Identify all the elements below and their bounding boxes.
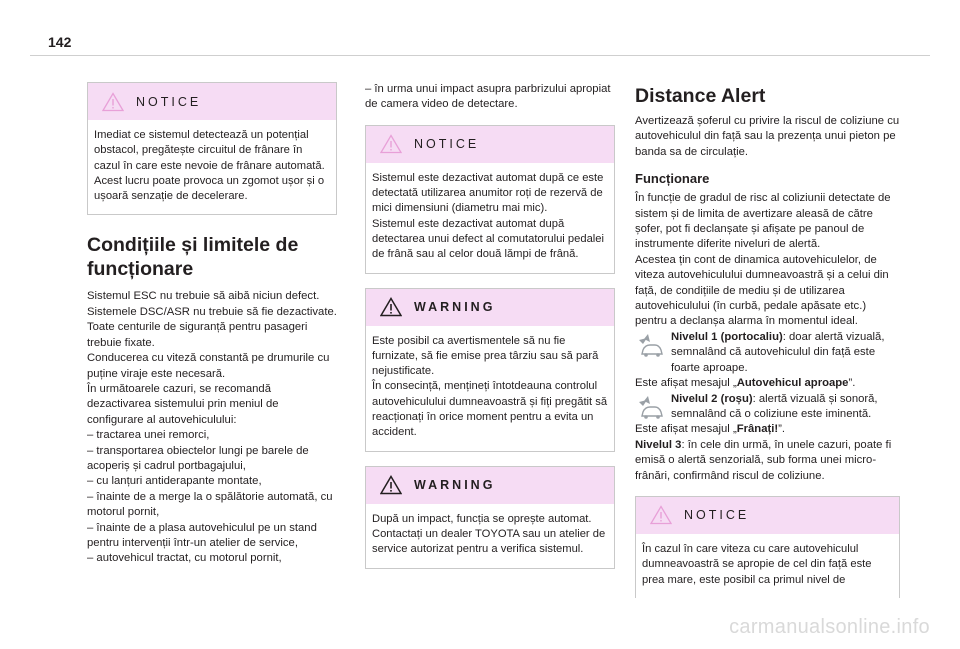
body-text: În funcție de gradul de risc al coliziunii detectate de sistem și de limita de avertizare aleasă de către șofer, pot fi declanșate și afișate pe panoul de instrumente diferite niveluri de alertă. (635, 192, 891, 251)
notice-header (88, 83, 336, 120)
notice-text: Imediat ce sistemul detectează un potențial obstacol, pregătește circuitul de frânare în cazul în care este nevoie de frânare automată. Acest lucru poate provoca un zgomot ușor și o ușoară senzație de decelerare. (94, 129, 325, 203)
notice-box (365, 125, 615, 274)
notice-body (636, 534, 899, 598)
message-bold: Autovehicul aproape (736, 377, 849, 390)
intro-text: Avertizează șoferul cu privire la riscul de coliziune cu autovehiculul din față sau la prezența unui pieton pe banda sa de circulație. (635, 115, 900, 158)
notice-triangle-icon (650, 505, 672, 525)
body-line: Conducerea cu viteză constantă pe drumurile cu puține viraje este necesară. (87, 352, 330, 380)
column-2 (365, 82, 615, 569)
level-2-text: : alertă vizuală și sonoră, semnalând că o coliziune este iminentă. (671, 392, 878, 420)
warning-title: WARNING (414, 300, 496, 315)
watermark: carmanualsonline.info (729, 616, 930, 638)
level-3-label: Nivelul 3 (635, 438, 682, 451)
notice-text: Sistemul este dezactivat automat după ce este detectată utilizarea anumitor roți de rezervă de mici dimensiuni (diametru mai mic). (372, 171, 604, 215)
level-1-message (635, 376, 900, 391)
notice-body (366, 163, 614, 273)
intro-text: – în urma unui impact asupra parbrizului apropiat de camera video de detectare. (365, 83, 611, 111)
body-line: Toate centurile de siguranță pentru pasageri trebuie fixate. (87, 321, 308, 349)
notice-title: NOTICE (136, 94, 202, 109)
distance-alert-icon (635, 330, 665, 360)
notice-header (366, 126, 614, 163)
notice-header (636, 497, 899, 534)
subheading: Funcționare (635, 171, 710, 187)
section-heading: Condițiile și limitele de funcționare (87, 234, 299, 281)
notice-body (88, 120, 336, 214)
notice-title: NOTICE (414, 137, 480, 152)
body-text: Acestea țin cont de dinamica autovehiculelor, de viteza autovehiculului dumneavoastră și a celui din față, de condițiile de mediu și de utilizarea autovehiculului (în curbă, pedale apăsate etc.) pentru a declanșa alarma în momentul ideal. (635, 253, 889, 328)
warning-body (366, 504, 614, 568)
warning-header (366, 467, 614, 504)
warning-body (366, 326, 614, 451)
list-item: – tractarea unei remorci, (87, 429, 210, 442)
notice-triangle-icon (380, 134, 402, 154)
body-line: În următoarele cazuri, se recomandă dezactivarea sistemului prin meniul de configurare al autovehiculului: (87, 382, 279, 426)
section-body (87, 289, 337, 566)
message-bold: Frânați! (736, 423, 779, 436)
warning-triangle-icon (380, 475, 402, 495)
level-3-text: : în cele din urmă, în unele cazuri, poate fi emisă o alertă senzorială, sub forma unei micro-frânări, confirmând riscul de coliziune. (635, 438, 892, 482)
section-heading: Distance Alert (635, 85, 766, 107)
level-1-item (635, 330, 900, 376)
list-item: – cu lanțuri antiderapante montate, (87, 475, 262, 488)
notice-text: În cazul în care viteza cu care autovehiculul dumneavoastră se apropie de cel din față este prea mare, este posibil ca primul nivel de (642, 542, 872, 586)
message-prefix: Este afișat mesajul „ (635, 377, 737, 390)
message-prefix: Este afișat mesajul „ (635, 423, 737, 436)
level-2-label: Nivelul 2 (roșu) (671, 392, 753, 405)
notice-title: NOTICE (684, 508, 750, 523)
column-1 (87, 82, 337, 567)
list-item: – înainte de a merge la o spălătorie automată, cu motorul pornit, (87, 490, 333, 519)
list-item: – înainte de a plasa autovehiculul pe un stand pentru intervenții într-un atelier de service, (87, 521, 317, 549)
warning-header (366, 289, 614, 326)
list-item: – autovehicul tractat, cu motorul pornit, (87, 552, 282, 565)
distance-alert-icon (635, 392, 665, 422)
warning-box (365, 466, 615, 569)
warning-triangle-icon (380, 297, 402, 317)
page-number: 142 (48, 34, 72, 50)
notice-triangle-icon (102, 92, 124, 112)
level-3-item (635, 438, 900, 484)
body-line: Sistemul ESC nu trebuie să aibă niciun defect. (87, 290, 320, 303)
notice-box (87, 82, 337, 215)
level-1-label: Nivelul 1 (portocaliu) (671, 330, 783, 343)
warning-text: După un impact, funcția se oprește automat. Contactați un dealer TOYOTA sau un atelier de service autorizat pentru a verifica sistemul. (372, 512, 606, 556)
message-suffix: ”. (778, 423, 786, 436)
list-item: – transportarea obiectelor lungi pe barele de acoperiș și cadrul portbagajului, (87, 444, 309, 472)
header-rule (30, 55, 930, 56)
column-3 (635, 82, 900, 598)
warning-text: Este posibil ca avertismentele să nu fie furnizate, să fie emise prea târziu sau să pară nejustificate. (372, 334, 599, 378)
message-suffix: ”. (848, 377, 856, 390)
level-2-item (635, 392, 900, 423)
level-2-message (635, 422, 900, 437)
level-1-text: : doar alertă vizuală, semnalând că autovehiculul din față este foarte aproape. (671, 330, 885, 374)
notice-box (635, 496, 900, 598)
warning-box (365, 288, 615, 452)
warning-text: În consecință, mențineți întotdeauna controlul autovehiculului dumneavoastră și fiți pregătit să reacționați în orice moment pentru a evita un accident. (372, 380, 608, 439)
body-line: Sistemele DSC/ASR nu trebuie să fie dezactivate. (87, 305, 337, 318)
notice-text: Sistemul este dezactivat automat după detectarea unui defect al comutatorului pedalei de frână sau al celor două lămpi de frână. (372, 217, 604, 261)
warning-title: WARNING (414, 478, 496, 493)
